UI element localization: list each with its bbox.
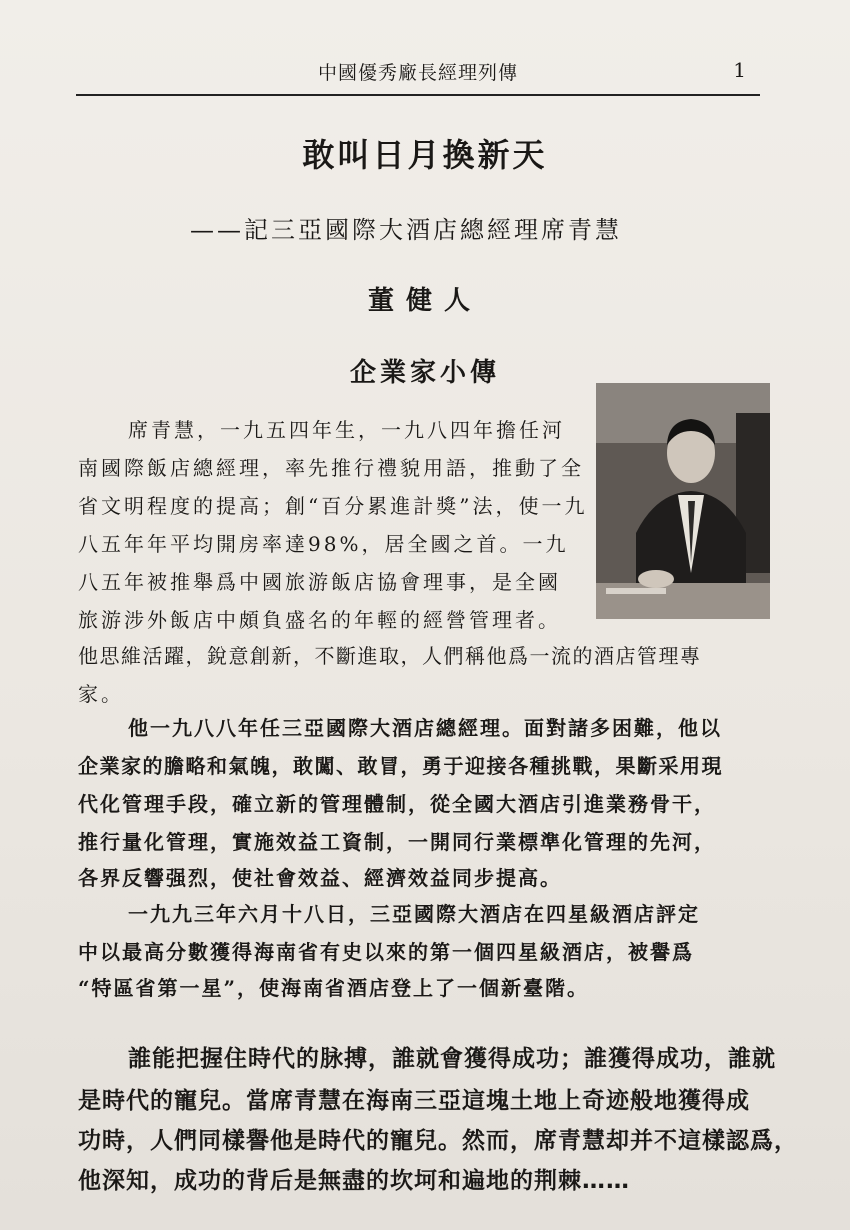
text-line: 他一九八八年任三亞國際大酒店總經理。面對諸多困難，他以 <box>128 716 722 740</box>
text-line: 旅游涉外飯店中頗負盛名的年輕的經營管理者。 <box>78 608 561 632</box>
text-line: 功時，人們同樣譽他是時代的寵兒。然而，席青慧却并不這樣認爲， <box>78 1128 798 1154</box>
text-line: 推行量化管理，實施效益工資制，一開同行業標準化管理的先河， <box>78 830 716 854</box>
text-line: 中以最高分數獲得海南省有史以來的第一個四星級酒店，被譽爲 <box>78 940 694 964</box>
running-header <box>78 58 758 92</box>
text-line: 家。 <box>78 682 124 706</box>
text-line: 八五年年平均開房率達98%，居全國之首。一九 <box>78 532 569 556</box>
author-name: 董健人 <box>367 286 482 316</box>
page-number: 1 <box>733 58 746 82</box>
section-heading: 企業家小傳 <box>349 358 500 388</box>
article-title: 敢叫日月換新天 <box>302 136 548 174</box>
running-title: 中國優秀廠長經理列傳 <box>317 62 518 84</box>
text-line: 代化管理手段，確立新的管理體制，從全國大酒店引進業務骨干， <box>78 792 716 816</box>
portrait-photo-graphic <box>596 383 770 619</box>
text-line: 一九九三年六月十八日，三亞國際大酒店在四星級酒店評定 <box>128 902 700 926</box>
text-line: 是時代的寵兒。當席青慧在海南三亞這塊土地上奇迹般地獲得成 <box>78 1088 750 1114</box>
text-line: 他深知，成功的背后是無盡的坎坷和遍地的荆棘…… <box>78 1168 630 1194</box>
text-line: 誰能把握住時代的脉搏，誰就會獲得成功；誰獲得成功，誰就 <box>128 1046 776 1072</box>
text-line: “特區省第一星”，使海南省酒店登上了一個新臺階。 <box>78 976 590 1000</box>
text-line: 省文明程度的提高；創“百分累進計獎”法，使一九 <box>78 494 588 518</box>
text-line: 席青慧，一九五四年生，一九八四年擔任河 <box>128 418 565 442</box>
header-rule <box>76 94 760 96</box>
text-line: 南國際飯店總經理，率先推行禮貌用語，推動了全 <box>78 456 584 480</box>
text-line: 八五年被推舉爲中國旅游飯店協會理事，是全國 <box>78 570 561 594</box>
portrait-photo-icon <box>596 383 770 619</box>
text-line: 企業家的膽略和氣魄，敢闖、敢冒，勇于迎接各種挑戰，果斷采用現 <box>78 754 723 778</box>
article-subtitle: ——記三亞國際大酒店總經理席青慧 <box>190 216 622 244</box>
text-line: 他思維活躍，銳意創新，不斷進取，人們稱他爲一流的酒店管理專 <box>78 644 702 668</box>
text-line: 各界反響强烈，使社會效益、經濟效益同步提高。 <box>78 866 562 890</box>
